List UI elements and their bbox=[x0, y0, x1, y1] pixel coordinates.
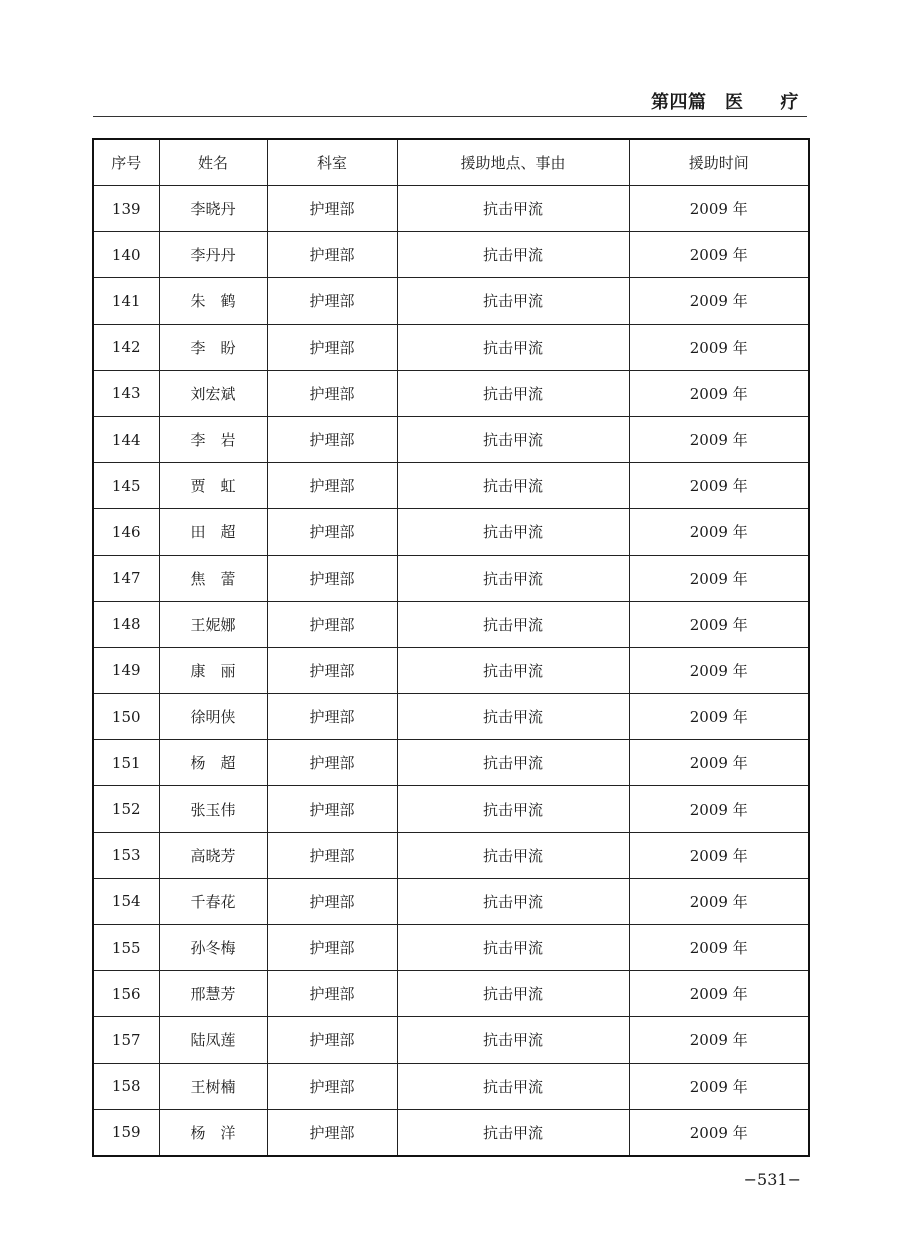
cell-location-reason: 抗击甲流 bbox=[397, 647, 629, 693]
table-row bbox=[93, 925, 809, 971]
cell-number: 143 bbox=[93, 370, 159, 416]
cell-location-reason: 抗击甲流 bbox=[397, 186, 629, 232]
cell-location-reason: 抗击甲流 bbox=[397, 786, 629, 832]
cell-aid-time: 2009 年 bbox=[629, 740, 809, 786]
table-row bbox=[93, 694, 809, 740]
cell-location-reason: 抗击甲流 bbox=[397, 1109, 629, 1156]
table-row bbox=[93, 971, 809, 1017]
table-row bbox=[93, 647, 809, 693]
cell-aid-time: 2009 年 bbox=[629, 925, 809, 971]
cell-department: 护理部 bbox=[267, 601, 397, 647]
page-number: −531− bbox=[743, 1170, 801, 1189]
table-row bbox=[93, 555, 809, 601]
cell-number: 152 bbox=[93, 786, 159, 832]
table-row bbox=[93, 463, 809, 509]
table-row bbox=[93, 1017, 809, 1063]
table-row bbox=[93, 232, 809, 278]
cell-number: 144 bbox=[93, 416, 159, 462]
cell-name: 朱 鹤 bbox=[159, 278, 267, 324]
cell-aid-time: 2009 年 bbox=[629, 324, 809, 370]
cell-department: 护理部 bbox=[267, 786, 397, 832]
cell-number: 140 bbox=[93, 232, 159, 278]
cell-department: 护理部 bbox=[267, 463, 397, 509]
cell-number: 154 bbox=[93, 878, 159, 924]
table-row bbox=[93, 878, 809, 924]
table-body bbox=[93, 186, 809, 1156]
cell-name: 杨 超 bbox=[159, 740, 267, 786]
column-header-department: 科室 bbox=[267, 139, 397, 186]
cell-number: 153 bbox=[93, 832, 159, 878]
cell-name: 刘宏斌 bbox=[159, 370, 267, 416]
cell-aid-time: 2009 年 bbox=[629, 555, 809, 601]
cell-number: 150 bbox=[93, 694, 159, 740]
cell-number: 148 bbox=[93, 601, 159, 647]
cell-name: 王树楠 bbox=[159, 1063, 267, 1109]
cell-number: 155 bbox=[93, 925, 159, 971]
cell-department: 护理部 bbox=[267, 324, 397, 370]
cell-aid-time: 2009 年 bbox=[629, 1063, 809, 1109]
cell-location-reason: 抗击甲流 bbox=[397, 971, 629, 1017]
cell-name: 陆凤莲 bbox=[159, 1017, 267, 1063]
cell-location-reason: 抗击甲流 bbox=[397, 463, 629, 509]
table-row bbox=[93, 370, 809, 416]
cell-name: 高晓芳 bbox=[159, 832, 267, 878]
cell-aid-time: 2009 年 bbox=[629, 232, 809, 278]
cell-aid-time: 2009 年 bbox=[629, 1109, 809, 1156]
cell-aid-time: 2009 年 bbox=[629, 971, 809, 1017]
cell-aid-time: 2009 年 bbox=[629, 278, 809, 324]
cell-department: 护理部 bbox=[267, 832, 397, 878]
table-header-row bbox=[93, 139, 809, 186]
cell-location-reason: 抗击甲流 bbox=[397, 832, 629, 878]
cell-department: 护理部 bbox=[267, 925, 397, 971]
cell-location-reason: 抗击甲流 bbox=[397, 278, 629, 324]
cell-department: 护理部 bbox=[267, 1109, 397, 1156]
table-row bbox=[93, 601, 809, 647]
column-header-name: 姓名 bbox=[159, 139, 267, 186]
cell-number: 151 bbox=[93, 740, 159, 786]
cell-department: 护理部 bbox=[267, 370, 397, 416]
cell-number: 157 bbox=[93, 1017, 159, 1063]
cell-department: 护理部 bbox=[267, 1017, 397, 1063]
cell-aid-time: 2009 年 bbox=[629, 832, 809, 878]
cell-aid-time: 2009 年 bbox=[629, 416, 809, 462]
cell-name: 王妮娜 bbox=[159, 601, 267, 647]
page-header bbox=[93, 82, 807, 117]
cell-name: 千春花 bbox=[159, 878, 267, 924]
column-header-aid-time: 援助时间 bbox=[629, 139, 809, 186]
cell-name: 张玉伟 bbox=[159, 786, 267, 832]
cell-aid-time: 2009 年 bbox=[629, 647, 809, 693]
cell-location-reason: 抗击甲流 bbox=[397, 555, 629, 601]
table-row bbox=[93, 1063, 809, 1109]
cell-location-reason: 抗击甲流 bbox=[397, 740, 629, 786]
cell-department: 护理部 bbox=[267, 232, 397, 278]
cell-number: 139 bbox=[93, 186, 159, 232]
cell-number: 158 bbox=[93, 1063, 159, 1109]
cell-department: 护理部 bbox=[267, 555, 397, 601]
table-row bbox=[93, 509, 809, 555]
cell-department: 护理部 bbox=[267, 694, 397, 740]
cell-number: 141 bbox=[93, 278, 159, 324]
cell-name: 李 岩 bbox=[159, 416, 267, 462]
aid-records-table bbox=[92, 138, 810, 1157]
cell-name: 李晓丹 bbox=[159, 186, 267, 232]
cell-name: 康 丽 bbox=[159, 647, 267, 693]
table-row bbox=[93, 416, 809, 462]
table-row bbox=[93, 786, 809, 832]
cell-name: 焦 蕾 bbox=[159, 555, 267, 601]
cell-name: 邢慧芳 bbox=[159, 971, 267, 1017]
cell-department: 护理部 bbox=[267, 416, 397, 462]
cell-location-reason: 抗击甲流 bbox=[397, 509, 629, 555]
cell-aid-time: 2009 年 bbox=[629, 878, 809, 924]
section-title: 第四篇 医 疗 bbox=[651, 92, 799, 113]
cell-number: 156 bbox=[93, 971, 159, 1017]
cell-department: 护理部 bbox=[267, 278, 397, 324]
cell-name: 李 盼 bbox=[159, 324, 267, 370]
cell-location-reason: 抗击甲流 bbox=[397, 878, 629, 924]
column-header-location-reason: 援助地点、事由 bbox=[397, 139, 629, 186]
cell-aid-time: 2009 年 bbox=[629, 370, 809, 416]
cell-aid-time: 2009 年 bbox=[629, 786, 809, 832]
cell-number: 159 bbox=[93, 1109, 159, 1156]
cell-department: 护理部 bbox=[267, 971, 397, 1017]
column-header-number: 序号 bbox=[93, 139, 159, 186]
cell-aid-time: 2009 年 bbox=[629, 509, 809, 555]
cell-location-reason: 抗击甲流 bbox=[397, 370, 629, 416]
table-row bbox=[93, 1109, 809, 1156]
cell-aid-time: 2009 年 bbox=[629, 1017, 809, 1063]
cell-location-reason: 抗击甲流 bbox=[397, 601, 629, 647]
table-row bbox=[93, 832, 809, 878]
cell-location-reason: 抗击甲流 bbox=[397, 925, 629, 971]
cell-department: 护理部 bbox=[267, 647, 397, 693]
table-row bbox=[93, 186, 809, 232]
cell-number: 146 bbox=[93, 509, 159, 555]
cell-location-reason: 抗击甲流 bbox=[397, 694, 629, 740]
cell-name: 贾 虹 bbox=[159, 463, 267, 509]
cell-number: 145 bbox=[93, 463, 159, 509]
cell-aid-time: 2009 年 bbox=[629, 601, 809, 647]
cell-name: 杨 洋 bbox=[159, 1109, 267, 1156]
cell-department: 护理部 bbox=[267, 740, 397, 786]
table-row bbox=[93, 324, 809, 370]
cell-location-reason: 抗击甲流 bbox=[397, 324, 629, 370]
table-row bbox=[93, 278, 809, 324]
cell-location-reason: 抗击甲流 bbox=[397, 1017, 629, 1063]
cell-department: 护理部 bbox=[267, 509, 397, 555]
cell-aid-time: 2009 年 bbox=[629, 694, 809, 740]
cell-aid-time: 2009 年 bbox=[629, 463, 809, 509]
cell-number: 147 bbox=[93, 555, 159, 601]
cell-name: 孙冬梅 bbox=[159, 925, 267, 971]
cell-name: 李丹丹 bbox=[159, 232, 267, 278]
cell-number: 149 bbox=[93, 647, 159, 693]
cell-location-reason: 抗击甲流 bbox=[397, 416, 629, 462]
cell-location-reason: 抗击甲流 bbox=[397, 232, 629, 278]
cell-name: 徐明侠 bbox=[159, 694, 267, 740]
cell-department: 护理部 bbox=[267, 1063, 397, 1109]
cell-name: 田 超 bbox=[159, 509, 267, 555]
table-row bbox=[93, 740, 809, 786]
cell-department: 护理部 bbox=[267, 186, 397, 232]
cell-number: 142 bbox=[93, 324, 159, 370]
cell-department: 护理部 bbox=[267, 878, 397, 924]
cell-aid-time: 2009 年 bbox=[629, 186, 809, 232]
cell-location-reason: 抗击甲流 bbox=[397, 1063, 629, 1109]
